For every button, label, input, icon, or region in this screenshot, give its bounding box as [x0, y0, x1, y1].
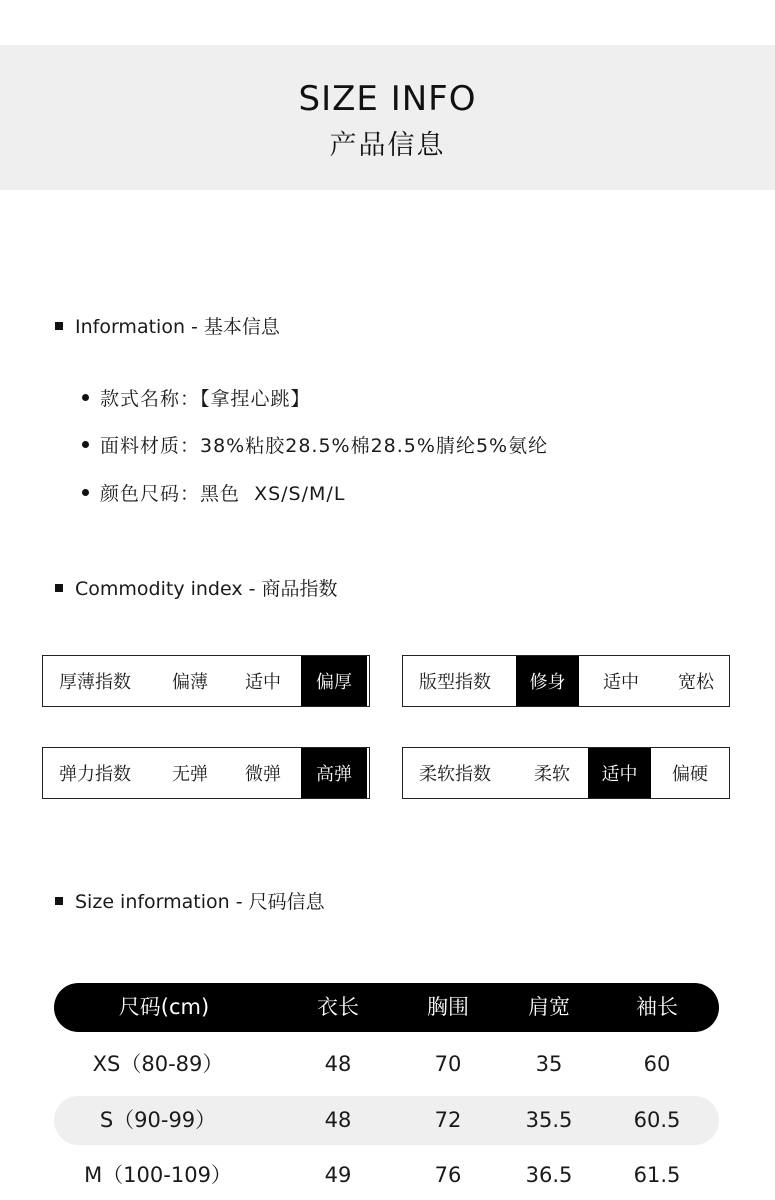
index-label: 柔软指数	[419, 764, 491, 785]
index-option: 无弹	[172, 764, 208, 785]
info-item-fabric	[82, 431, 548, 458]
index-option: 偏薄	[172, 672, 208, 693]
square-bullet-icon	[55, 322, 63, 330]
commodity-heading	[55, 574, 338, 601]
table-cell: 60.5	[633, 1108, 681, 1132]
table-cell: 61.5	[633, 1163, 681, 1187]
info-item-style-name	[82, 384, 311, 411]
banner-title: SIZE INFO	[298, 79, 477, 119]
index-fit	[402, 655, 730, 707]
index-option-selected: 适中	[588, 748, 651, 798]
table-cell: S（90-99）	[99, 1108, 217, 1132]
table-cell: 72	[434, 1108, 462, 1132]
table-cell: 35.5	[525, 1108, 573, 1132]
table-cell: 76	[434, 1163, 462, 1187]
information-heading-text: Information - 基本信息	[75, 316, 280, 338]
table-cell: 48	[324, 1108, 352, 1132]
index-label: 弹力指数	[59, 764, 131, 785]
column-header: 袖长	[636, 995, 678, 1019]
index-option: 适中	[603, 672, 639, 693]
table-cell: 35	[535, 1052, 563, 1076]
index-softness	[402, 747, 730, 799]
information-heading	[55, 312, 280, 339]
size-heading-text: Size information - 尺码信息	[75, 891, 325, 913]
table-row	[54, 1151, 719, 1200]
index-option: 偏硬	[672, 764, 708, 785]
commodity-heading-text: Commodity index - 商品指数	[75, 578, 338, 600]
table-cell: M（100-109）	[84, 1163, 232, 1187]
column-header: 衣长	[317, 995, 359, 1019]
dot-bullet-icon	[82, 489, 89, 496]
square-bullet-icon	[55, 897, 63, 905]
table-cell: 70	[434, 1052, 462, 1076]
info-item-text: 面料材质：38%粘胶28.5%棉28.5%腈纶5%氨纶	[100, 435, 549, 457]
index-label: 厚薄指数	[59, 672, 131, 693]
table-cell: 36.5	[525, 1163, 573, 1187]
index-option: 宽松	[678, 672, 714, 693]
square-bullet-icon	[55, 584, 63, 592]
index-option: 柔软	[534, 764, 570, 785]
table-cell: 48	[324, 1052, 352, 1076]
info-item-text: 颜色尺码：黑色 XS/S/M/L	[100, 483, 346, 505]
index-option: 适中	[245, 672, 281, 693]
index-option-selected: 偏厚	[301, 656, 367, 706]
index-elasticity	[42, 747, 370, 799]
table-cell: 60	[643, 1052, 671, 1076]
dot-bullet-icon	[82, 441, 89, 448]
table-cell: XS（80-89）	[92, 1052, 224, 1076]
table-cell: 49	[324, 1163, 352, 1187]
index-thickness	[42, 655, 370, 707]
size-table-header	[54, 983, 719, 1032]
table-row	[54, 1040, 719, 1089]
index-option: 微弹	[245, 764, 281, 785]
index-option-selected: 修身	[516, 656, 579, 706]
banner-subtitle: 产品信息	[329, 130, 446, 161]
column-header: 胸围	[427, 995, 469, 1019]
index-option-selected: 高弹	[301, 748, 367, 798]
info-item-color-size	[82, 479, 345, 506]
dot-bullet-icon	[82, 394, 89, 401]
header-banner	[0, 45, 775, 190]
index-label: 版型指数	[419, 672, 491, 693]
column-header: 肩宽	[528, 995, 570, 1019]
size-heading	[55, 887, 325, 914]
table-row	[54, 1096, 719, 1145]
column-header: 尺码(cm)	[118, 995, 210, 1019]
info-item-text: 款式名称：【拿捏心跳】	[100, 388, 311, 410]
